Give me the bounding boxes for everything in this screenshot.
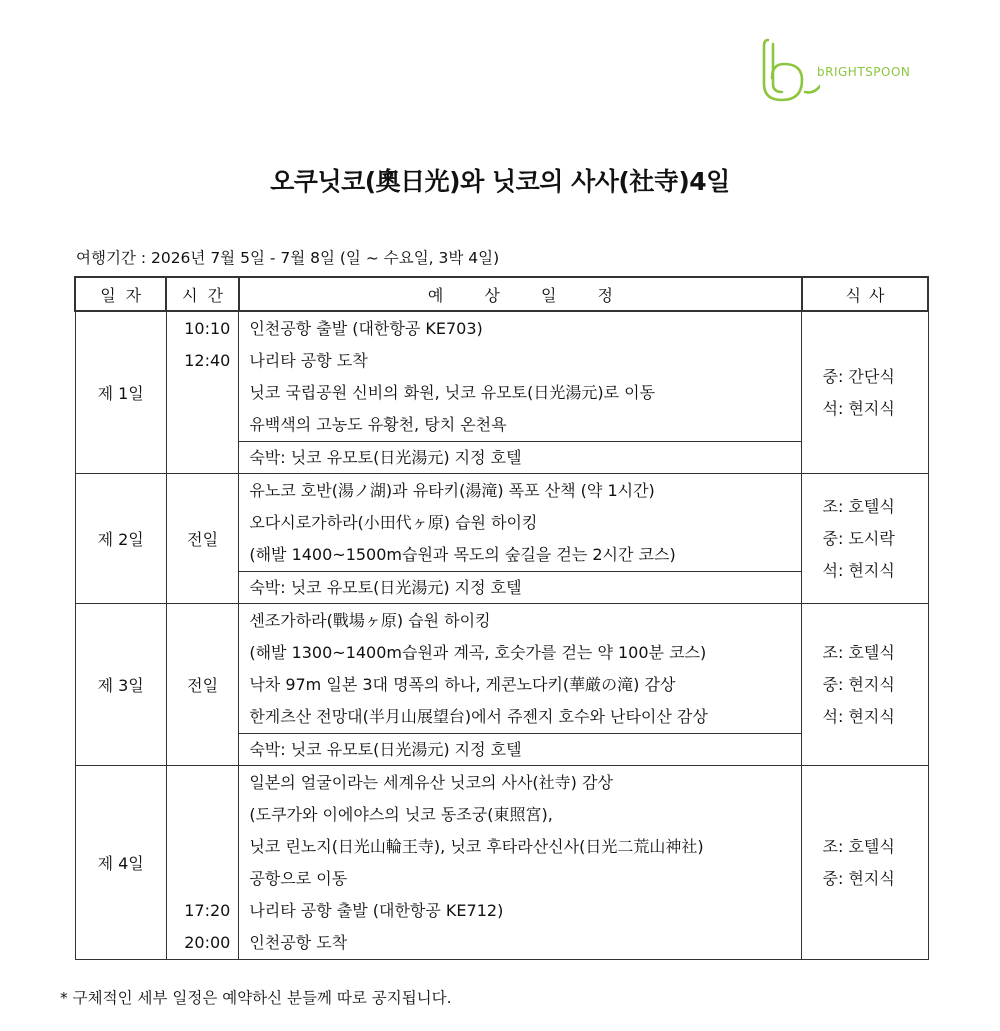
- day-4-times: [166, 766, 238, 960]
- time-cell: 20:00: [184, 933, 231, 952]
- logo-text: bRIGHTSPOON: [817, 65, 911, 79]
- day-2-stay: 숙박: 닛코 유모토(日光湯元) 지정 호텔: [239, 572, 802, 604]
- day-4-meals: [802, 766, 928, 960]
- plan-line: 유노코 호반(湯ノ湖)과 유타키(湯滝) 폭포 산책 (약 1시간): [249, 481, 655, 500]
- meal-line: 석: 현지식: [822, 398, 895, 418]
- meal-line: 석: 현지식: [822, 706, 895, 726]
- meal-line: 조: 호텔식: [822, 496, 895, 516]
- day-2-label: 제 2일: [75, 474, 166, 604]
- day-1-meals: [802, 311, 928, 474]
- plan-line: (해발 1300~1400m습원과 계곡, 호숫가를 걷는 약 100분 코스): [249, 643, 707, 662]
- meal-line: 조: 호텔식: [822, 836, 895, 856]
- plan-line: 유백색의 고농도 유황천, 탕치 온천욕: [249, 415, 507, 434]
- brand-logo: [760, 34, 950, 106]
- header-meal: 식사: [802, 277, 928, 311]
- day-1-stay: 숙박: 닛코 유모토(日光湯元) 지정 호텔: [239, 442, 802, 474]
- day-2-row: [75, 474, 928, 572]
- day-3-time: 전일: [166, 604, 238, 766]
- page-title: 오쿠닛코(奧日光)와 닛코의 사사(社寺)4일: [270, 167, 730, 196]
- day-3-plan: [239, 604, 802, 734]
- day-3-row: [75, 604, 928, 734]
- day-4-label: 제 4일: [75, 766, 166, 960]
- meal-line: 석: 현지식: [822, 560, 895, 580]
- plan-line: 인천공항 출발 (대한항공 KE703): [249, 319, 483, 338]
- plan-line: 오다시로가하라(小田代ヶ原) 습원 하이킹: [249, 513, 538, 532]
- meal-line: 중: 현지식: [822, 674, 895, 694]
- day-1-plan: [239, 311, 802, 442]
- day-3-stay: 숙박: 닛코 유모토(日光湯元) 지정 호텔: [239, 734, 802, 766]
- plan-line: 한게츠산 전망대(半月山展望台)에서 쥬젠지 호수와 난타이산 감상: [249, 707, 708, 726]
- day-2-meals: [802, 474, 928, 604]
- plan-line: (도쿠가와 이에야스의 닛코 동조궁(東照宮),: [249, 805, 553, 824]
- day-3-meals: [802, 604, 928, 766]
- time-cell: 10:10: [184, 319, 231, 338]
- meal-line: 조: 호텔식: [822, 642, 895, 662]
- day-1-times: [166, 311, 238, 474]
- day-1-row: [75, 311, 928, 442]
- meal-line: 중: 현지식: [822, 868, 895, 888]
- meal-line: 중: 간단식: [822, 366, 895, 386]
- plan-line: 일본의 얼굴이라는 세계유산 닛코의 사사(社寺) 감상: [249, 773, 613, 792]
- travel-period: 여행기간 : 2026년 7월 5일 - 7월 8일 (일 ~ 수요일, 3박 4일): [76, 249, 500, 267]
- plan-line: 닛코 국립공원 신비의 화원, 닛코 유모토(日光湯元)로 이동: [249, 383, 656, 402]
- day-4-row: [75, 766, 928, 960]
- header-day: 일자: [75, 277, 166, 311]
- header-time: 시간: [166, 277, 238, 311]
- plan-line: 나리타 공항 도착: [249, 351, 368, 370]
- plan-line: 닛코 린노지(日光山輪王寺), 닛코 후타라산신사(日光二荒山神社): [249, 837, 704, 856]
- table-header-row: [75, 277, 928, 311]
- day-2-time: 전일: [166, 474, 238, 604]
- day-3-label: 제 3일: [75, 604, 166, 766]
- brightspoon-logo-icon: [760, 34, 820, 106]
- day-4-plan: [239, 766, 802, 960]
- plan-line: (해발 1400~1500m습원과 목도의 숲길을 걷는 2시간 코스): [249, 545, 676, 564]
- footnote: * 구체적인 세부 일정은 예약하신 분들께 따로 공지됩니다.: [60, 989, 452, 1007]
- plan-line: 공항으로 이동: [249, 869, 348, 888]
- header-plan: 예 상 일 정: [239, 277, 802, 311]
- plan-line: 낙차 97m 일본 3대 명폭의 하나, 게콘노다키(華厳の滝) 감상: [249, 675, 676, 694]
- plan-line: 인천공항 도착: [249, 933, 348, 952]
- time-cell: 12:40: [184, 351, 231, 370]
- itinerary-table: [74, 276, 929, 960]
- plan-line: 센조가하라(戰場ヶ原) 습원 하이킹: [249, 611, 491, 630]
- day-2-plan: [239, 474, 802, 572]
- time-cell: 17:20: [184, 901, 231, 920]
- plan-line: 나리타 공항 출발 (대한항공 KE712): [249, 901, 504, 920]
- day-1-label: 제 1일: [75, 311, 166, 474]
- meal-line: 중: 도시락: [822, 528, 895, 548]
